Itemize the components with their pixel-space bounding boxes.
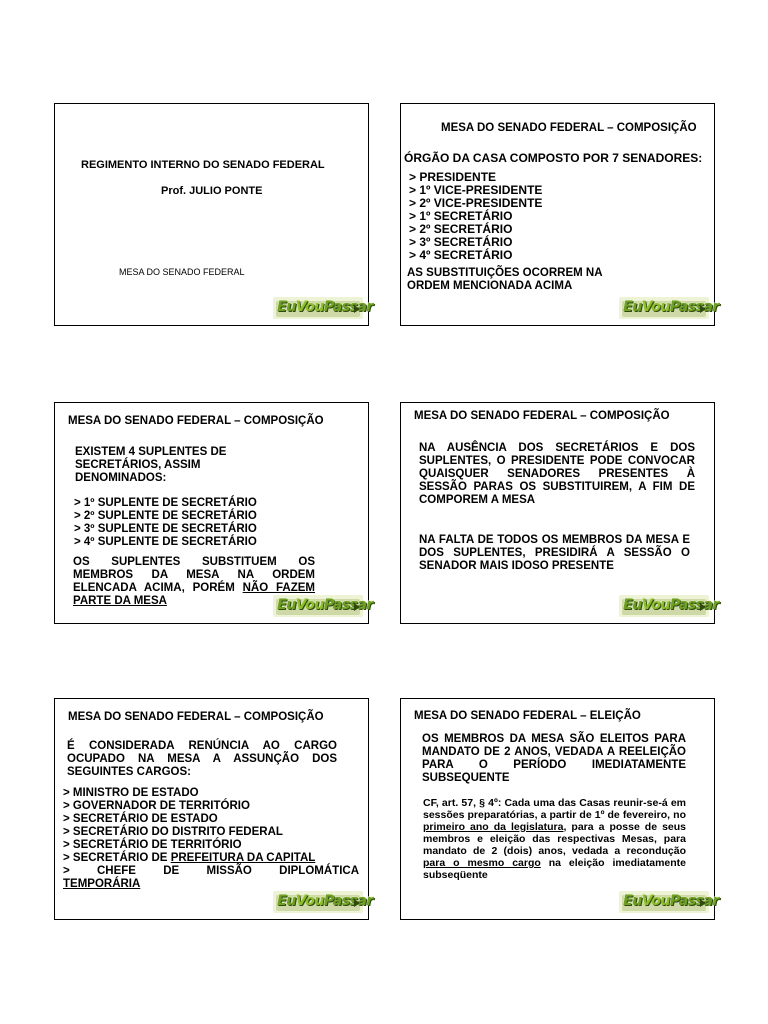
- slide-6-cf-quote: CF, art. 57, § 4º: Cada uma das Casas reunir-se-á em sessões preparatórias, a partir de 1º de fevereiro, no primeiro ano da legislatura, para a posse de seus membros e eleição das respectivas Mesas, para mandato de 2 (dois) anos, vedada a recondução para o mesmo cargo na eleição imediatamente subseqüente: [423, 797, 686, 881]
- list-item: > MINISTRO DE ESTADO: [63, 787, 199, 799]
- slide-5-intro: É CONSIDERADA RENÚNCIA AO CARGO OCUPADO NA MESA A ASSUNÇÃO DOS SEGUINTES CARGOS:: [67, 740, 337, 778]
- euvoupassar-logo: EuVouPassar: [273, 891, 363, 913]
- list-item: > SECRETÁRIO DO DISTRITO FEDERAL: [63, 826, 283, 838]
- list-item: > 3º SECRETÁRIO: [409, 235, 513, 249]
- slide-2-list: [409, 171, 542, 262]
- euvoupassar-logo: EuVouPassar: [619, 297, 709, 319]
- slide-3-note: OS SUPLENTES SUBSTITUEM OS MEMBROS DA MESA NA ORDEM ELENCADA ACIMA, PORÉM NÃO FAZEM PARTE DA MESA: [73, 556, 315, 607]
- list-item: > 1º SECRETÁRIO: [409, 209, 513, 223]
- slide-4-para-2: NA FALTA DE TODOS OS MEMBROS DA MESA E DOS SUPLENTES, PRESIDIRÁ A SESSÃO O SENADOR MAIS IDOSO PRESENTE: [419, 534, 690, 572]
- slide-5-title: MESA DO SENADO FEDERAL – COMPOSIÇÃO: [68, 711, 324, 723]
- list-item: > GOVERNADOR DE TERRITÓRIO: [63, 800, 250, 812]
- slide-3-list: [74, 497, 257, 549]
- logo-arrow-icon: [354, 899, 360, 907]
- list-item: > 2º VICE-PRESIDENTE: [409, 196, 543, 210]
- slide-4-para-1: NA AUSÊNCIA DOS SECRETÁRIOS E DOS SUPLENTES, O PRESIDENTE PODE CONVOCAR QUAISQUER SENADORES PRESENTES À SESSÃO PARAS OS SUBSTITUIREM, A FIM DE COMPOREM A MESA: [419, 442, 695, 506]
- list-item: > 3º SUPLENTE DE SECRETÁRIO: [74, 523, 257, 535]
- logo-arrow-icon: [700, 305, 706, 313]
- euvoupassar-logo: EuVouPassar: [273, 595, 363, 617]
- slide-3-title: MESA DO SENADO FEDERAL – COMPOSIÇÃO: [68, 415, 324, 427]
- slide-2-intro: ÓRGÃO DA CASA COMPOSTO POR 7 SENADORES:: [404, 151, 703, 165]
- slide-5-list: [63, 787, 359, 891]
- slide-4: [400, 402, 719, 624]
- slide-3-intro: EXISTEM 4 SUPLENTES DE SECRETÁRIOS, ASSIM DENOMINADOS:: [75, 446, 227, 484]
- slide-2-title: MESA DO SENADO FEDERAL – COMPOSIÇÃO: [441, 122, 697, 134]
- slide-3: [54, 402, 373, 624]
- list-item: > 1º VICE-PRESIDENTE: [409, 183, 543, 197]
- slide-1: [54, 103, 373, 326]
- list-item: > 1º SUPLENTE DE SECRETÁRIO: [74, 497, 257, 509]
- logo-arrow-icon: [700, 603, 706, 611]
- slide-6: [400, 698, 719, 920]
- logo-arrow-icon: [354, 603, 360, 611]
- list-item: > PRESIDENTE: [409, 170, 497, 184]
- list-item: > SECRETÁRIO DE TERRITÓRIO: [63, 839, 242, 851]
- slide-1-subtitle: MESA DO SENADO FEDERAL: [119, 267, 245, 277]
- slide-2: [400, 103, 719, 326]
- slide-2-note: AS SUBSTITUIÇÕES OCORREM NA ORDEM MENCIONADA ACIMA: [407, 267, 603, 292]
- slide-4-title: MESA DO SENADO FEDERAL – COMPOSIÇÃO: [414, 410, 670, 422]
- slide-6-para-1: OS MEMBROS DA MESA SÃO ELEITOS PARA MANDATO DE 2 ANOS, VEDADA A REELEIÇÃO PARA O PERÍODO IMEDIATAMENTE SUBSEQUENTE: [422, 733, 686, 784]
- euvoupassar-logo: EuVouPassar: [619, 595, 709, 617]
- list-item: > 2º SUPLENTE DE SECRETÁRIO: [74, 510, 257, 522]
- list-item: > 4º SUPLENTE DE SECRETÁRIO: [74, 536, 257, 548]
- list-item: > 4º SECRETÁRIO: [409, 248, 513, 262]
- slide-6-title: MESA DO SENADO FEDERAL – ELEIÇÃO: [414, 710, 641, 722]
- logo-arrow-icon: [700, 899, 706, 907]
- slide-5: [54, 698, 373, 920]
- slide-1-title: REGIMENTO INTERNO DO SENADO FEDERAL: [81, 159, 325, 171]
- euvoupassar-logo: EuVouPassar: [273, 297, 363, 319]
- list-item: > SECRETÁRIO DE PREFEITURA DA CAPITAL: [63, 852, 316, 864]
- euvoupassar-logo: EuVouPassar: [619, 891, 709, 913]
- slide-1-author: Prof. JULIO PONTE: [161, 185, 263, 197]
- list-item: > SECRETÁRIO DE ESTADO: [63, 813, 218, 825]
- list-item: > 2º SECRETÁRIO: [409, 222, 513, 236]
- list-item: > CHEFE DE MISSÃO DIPLOMÁTICA TEMPORÁRIA: [63, 865, 359, 890]
- logo-arrow-icon: [354, 305, 360, 313]
